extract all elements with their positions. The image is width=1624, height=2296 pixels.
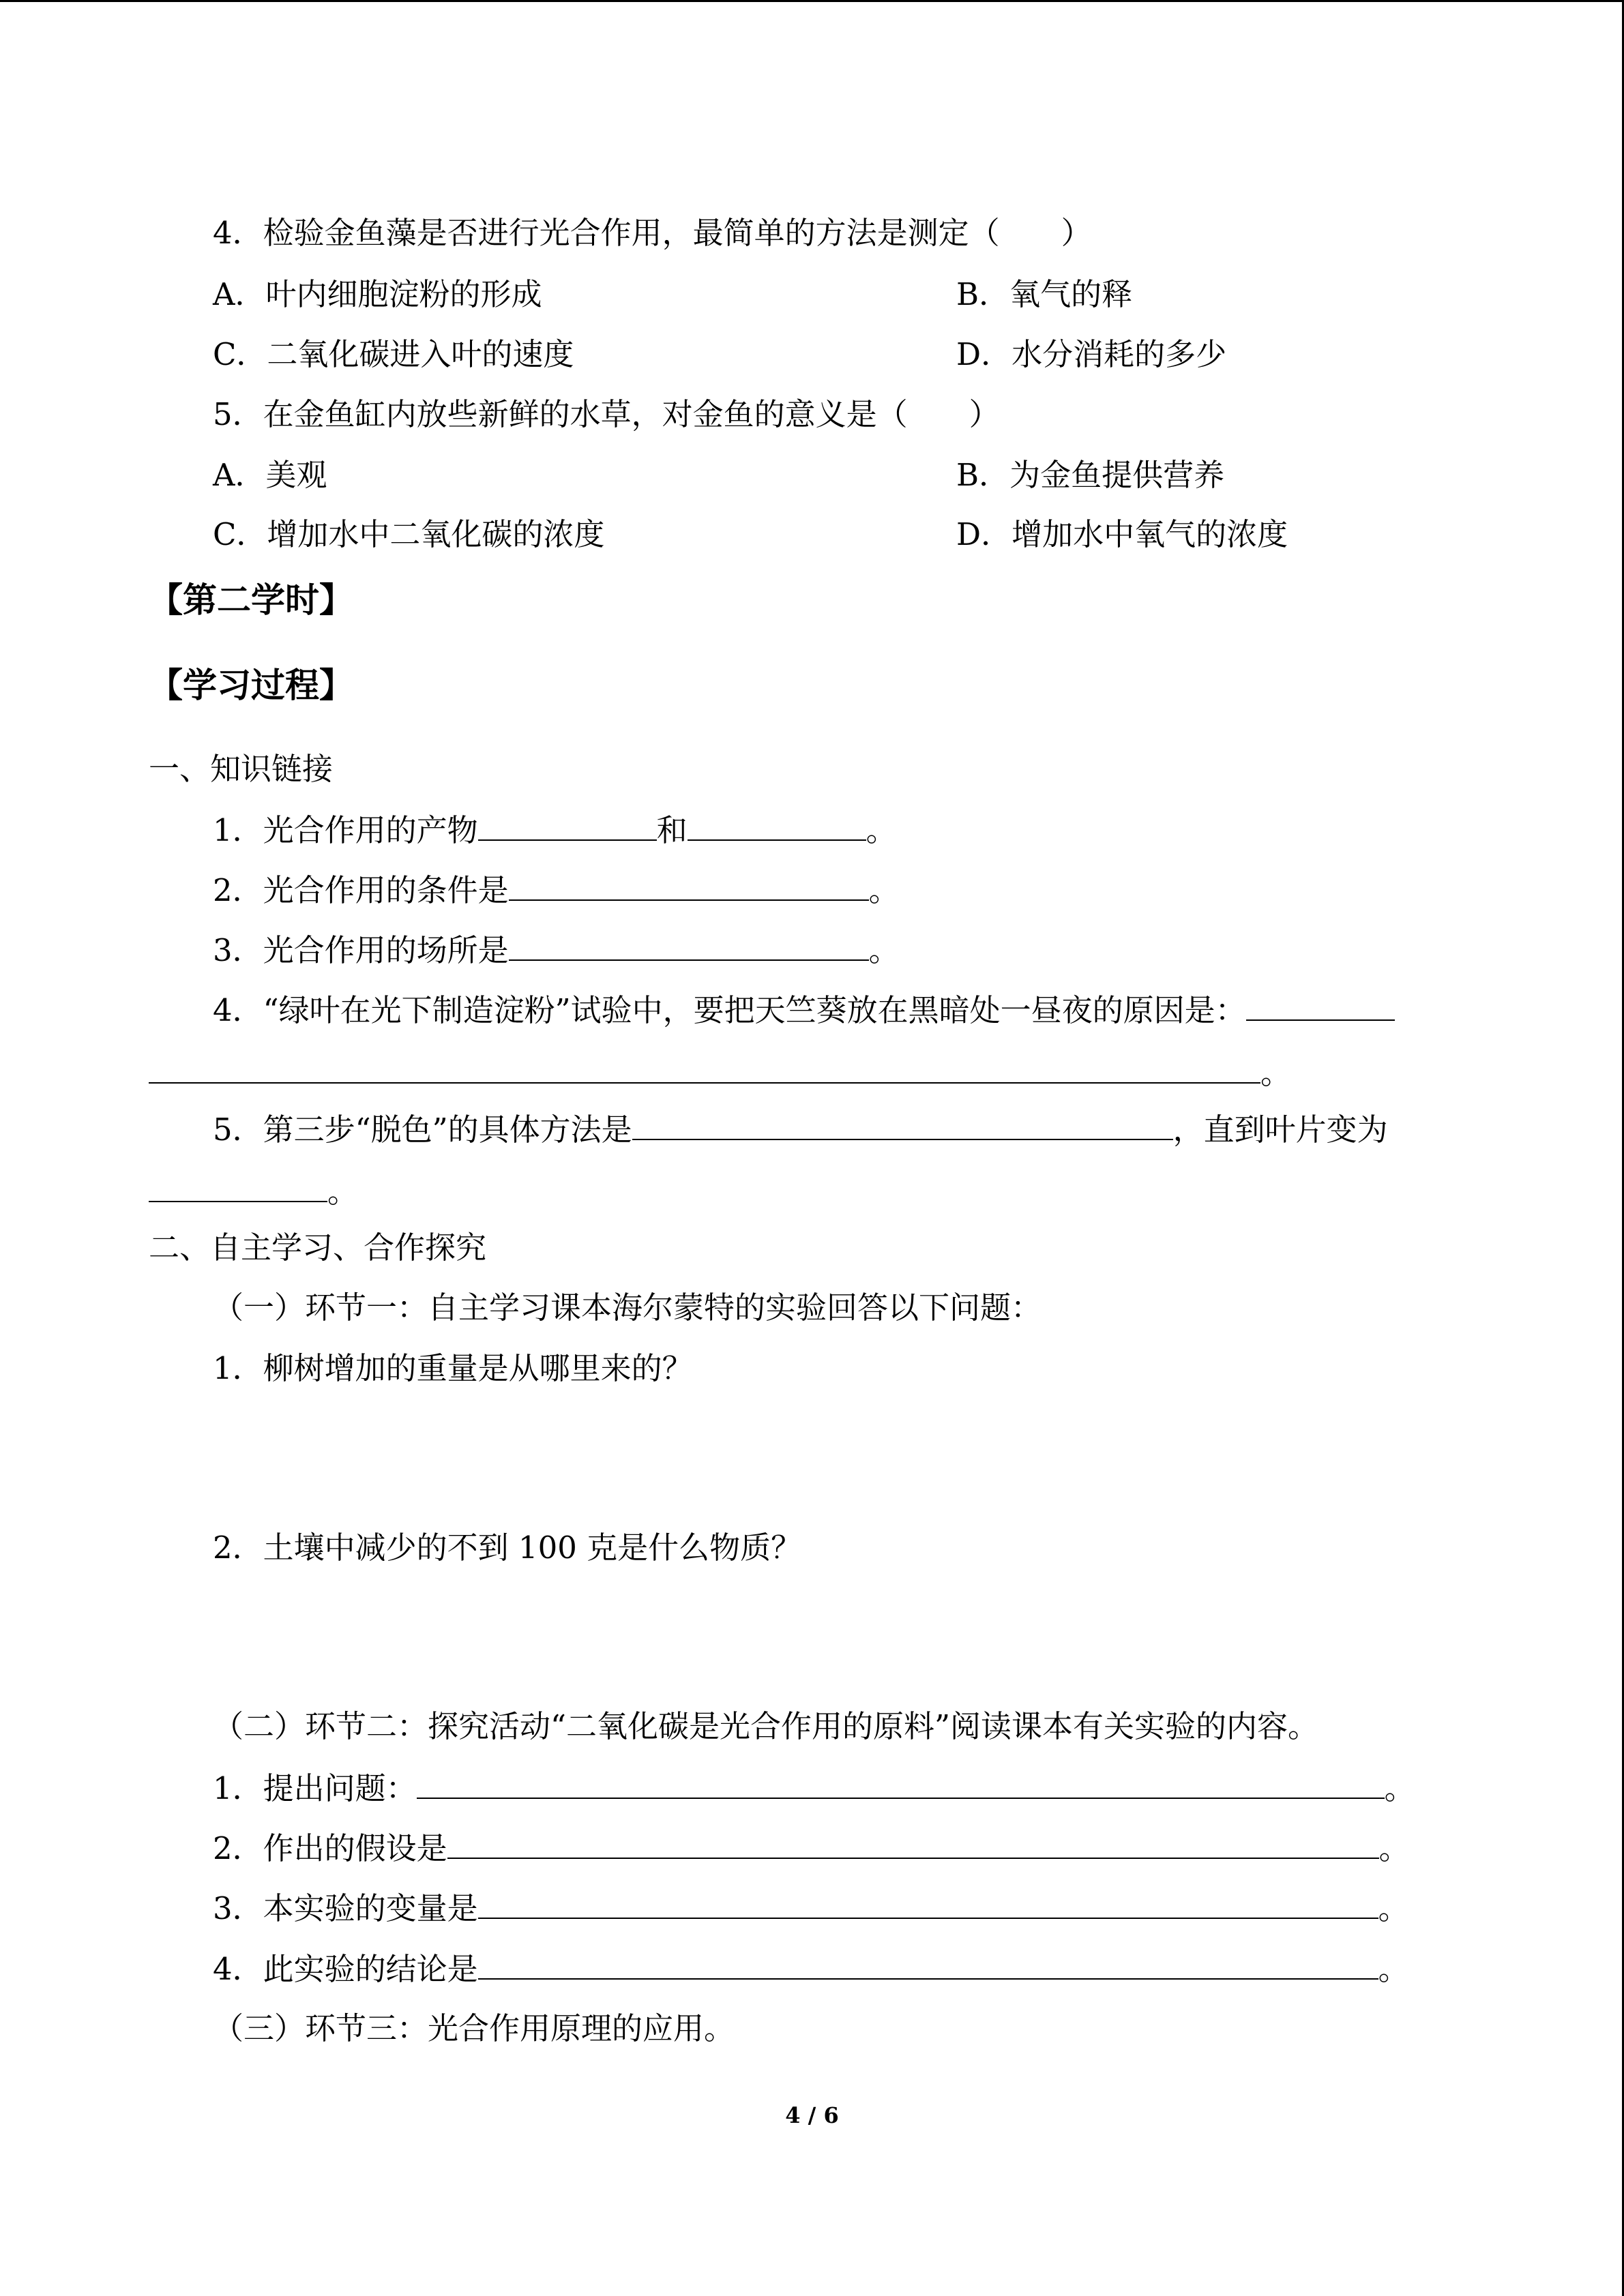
- question-5-option-d: [956, 514, 1288, 555]
- option-text: C．增加水中二氧化碳的浓度: [213, 516, 605, 552]
- section-1-item-5-continued: [149, 1171, 358, 1212]
- question-text: 1．柳树增加的重量是从哪里来的？: [213, 1350, 693, 1386]
- section-1-item-4-continued: [149, 1052, 1291, 1093]
- link-title-text: （三）环节三：光合作用原理的应用。: [213, 2010, 735, 2046]
- page-number: 4 / 6: [785, 2102, 839, 2128]
- punctuation: 。: [327, 1174, 359, 1210]
- question-4-option-d: [956, 334, 1226, 375]
- heading-second-period: [149, 580, 353, 621]
- heading-learning-process: [149, 665, 353, 706]
- question-5-option-b: [956, 455, 1224, 496]
- question-text: 2．作出的假设是: [213, 1830, 447, 1866]
- answer-blank[interactable]: [478, 809, 657, 841]
- answer-blank[interactable]: [478, 1948, 1378, 1980]
- link-2-question-2: [213, 1828, 1410, 1868]
- punctuation: 。: [1378, 1830, 1410, 1866]
- question-5-option-c: [213, 514, 604, 555]
- answer-blank[interactable]: [632, 1109, 1173, 1140]
- answer-blank[interactable]: [509, 869, 869, 901]
- item-text: 5．第三步“脱色”的具体方法是: [213, 1112, 632, 1148]
- question-text: 2．土壤中减少的不到 100 克是什么物质？: [213, 1530, 802, 1566]
- question-text: 5．在金鱼缸内放些新鲜的水草，对金鱼的意义是（ ）: [213, 396, 1000, 432]
- section-1-item-2: [213, 869, 900, 910]
- answer-blank[interactable]: [417, 1768, 1385, 1799]
- link-3-title: [213, 2008, 735, 2049]
- punctuation: 。: [868, 932, 900, 968]
- answer-blank[interactable]: [1246, 989, 1395, 1021]
- section-1-item-5: [213, 1109, 1388, 1150]
- link-1-question-2: [213, 1527, 801, 1568]
- link-2-title: [213, 1706, 1318, 1747]
- link-2-question-4: [213, 1948, 1409, 1989]
- answer-blank[interactable]: [509, 929, 869, 961]
- item-text: 1．光合作用的产物: [213, 812, 478, 848]
- question-text: 4．检验金鱼藻是否进行光合作用，最简单的方法是测定（ ）: [213, 215, 1092, 251]
- punctuation: 。: [1378, 1951, 1409, 1987]
- link-title-text: （二）环节二：探究活动“二氧化碳是光合作用的原料”阅读课本有关实验的内容。: [213, 1708, 1319, 1744]
- question-4-option-b: [956, 274, 1132, 315]
- section-1-title: [149, 749, 333, 790]
- link-1-title: [213, 1287, 1042, 1328]
- answer-blank[interactable]: [447, 1828, 1379, 1859]
- punctuation: 。: [1384, 1770, 1415, 1806]
- question-5-option-a: [213, 455, 327, 496]
- link-1-question-1: [213, 1348, 693, 1389]
- section-1-item-3: [213, 929, 900, 970]
- heading-text: 【学习过程】: [149, 666, 353, 705]
- punctuation: 。: [1260, 1055, 1292, 1091]
- question-4-option-a: [213, 274, 542, 315]
- question-text: 4．此实验的结论是: [213, 1951, 478, 1987]
- section-title-text: 二、自主学习、合作探究: [149, 1229, 487, 1266]
- answer-blank[interactable]: [688, 809, 866, 841]
- answer-blank[interactable]: [478, 1888, 1378, 1919]
- link-title-text: （一）环节一：自主学习课本海尔蒙特的实验回答以下问题：: [213, 1289, 1042, 1326]
- answer-blank[interactable]: [149, 1171, 327, 1202]
- item-text: 和: [656, 812, 688, 848]
- link-2-question-1: [213, 1768, 1415, 1808]
- item-text: ，直到叶片变为: [1172, 1112, 1388, 1148]
- option-text: A．美观: [213, 457, 327, 493]
- question-text: 3．本实验的变量是: [213, 1890, 478, 1926]
- option-text: D．水分消耗的多少: [956, 336, 1227, 372]
- question-4-stem: [213, 213, 1092, 254]
- question-text: 1．提出问题：: [213, 1770, 417, 1806]
- punctuation: 。: [1378, 1890, 1409, 1926]
- item-text: 2．光合作用的条件是: [213, 872, 509, 908]
- item-text: 4．“绿叶在光下制造淀粉”试验中，要把天竺葵放在黑暗处一昼夜的原因是：: [213, 992, 1246, 1028]
- option-text: B．为金鱼提供营养: [956, 457, 1225, 493]
- section-1-item-1: [213, 809, 897, 850]
- question-5-stem: [213, 394, 1000, 435]
- section-2-title: [149, 1227, 486, 1268]
- page-border-top: [0, 0, 1624, 2]
- option-text: C．二氧化碳进入叶的速度: [213, 336, 574, 372]
- link-2-question-3: [213, 1888, 1409, 1928]
- item-text: 3．光合作用的场所是: [213, 932, 509, 968]
- option-text: D．增加水中氧气的浓度: [956, 516, 1288, 552]
- question-4-option-c: [213, 334, 574, 375]
- section-1-item-4: [213, 989, 1395, 1030]
- option-text: B．氧气的释: [956, 276, 1133, 312]
- section-title-text: 一、知识链接: [149, 751, 334, 787]
- punctuation: 。: [866, 812, 897, 848]
- answer-blank[interactable]: [149, 1052, 1260, 1084]
- heading-text: 【第二学时】: [149, 580, 353, 620]
- punctuation: 。: [868, 872, 900, 908]
- option-text: A．叶内细胞淀粉的形成: [213, 276, 542, 312]
